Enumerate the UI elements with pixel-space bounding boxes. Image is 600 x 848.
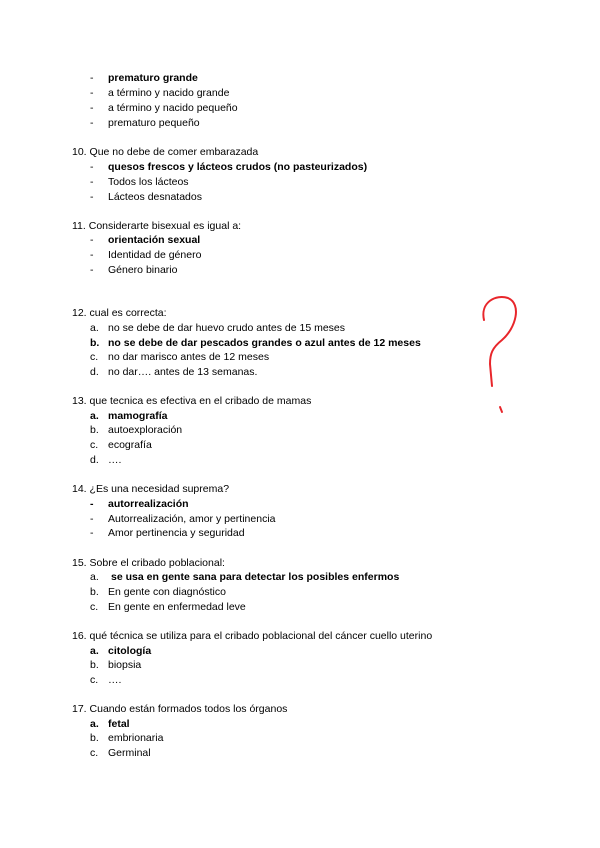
option-marker: b.	[90, 337, 100, 349]
option-text-correct: quesos frescos y lácteos crudos (no pasteurizados)	[108, 161, 368, 173]
option-marker: -	[90, 264, 94, 276]
question-number: 10.	[72, 146, 87, 158]
option-marker: b.	[90, 732, 99, 744]
option-text-correct: autorrealización	[108, 498, 189, 510]
option-text: a término y nacido grande	[108, 87, 230, 99]
question-text: cual es correcta:	[89, 307, 167, 319]
option-marker: -	[90, 513, 94, 525]
option-text: embrionaria	[108, 732, 164, 744]
option-text-correct: se usa en gente sana para detectar los posibles enfermos	[111, 571, 400, 583]
option-text: ….	[108, 674, 122, 686]
option-marker: a.	[90, 645, 99, 657]
question-number: 17.	[72, 703, 87, 715]
option-marker: -	[90, 527, 94, 539]
question-text: qué técnica se utiliza para el cribado poblacional del cáncer cuello uterino	[89, 630, 433, 642]
question-number: 14.	[72, 483, 87, 495]
option-marker: b.	[90, 586, 99, 598]
option-text: Germinal	[108, 747, 151, 759]
option-marker: -	[90, 498, 94, 510]
option-marker: -	[90, 72, 94, 84]
option-marker: -	[90, 102, 94, 114]
option-marker: c.	[90, 439, 99, 451]
option-text-correct: prematuro grande	[108, 72, 198, 84]
question-text: Considerarte bisexual es igual a:	[88, 220, 242, 232]
question-heading	[72, 629, 432, 643]
question-heading	[72, 145, 258, 159]
option-text-correct: fetal	[108, 718, 130, 730]
option-text: Género binario	[108, 264, 178, 276]
option-text: no dar…. antes de 13 semanas.	[108, 366, 258, 378]
option-marker: a.	[90, 410, 99, 422]
question-mark-scribble-icon	[470, 290, 530, 420]
option-text: En gente en enfermedad leve	[108, 601, 246, 613]
question-heading	[72, 556, 225, 570]
option-text: no dar marisco antes de 12 meses	[108, 351, 270, 363]
option-marker: b.	[90, 659, 99, 671]
option-marker: -	[90, 176, 94, 188]
option-marker: c.	[90, 351, 99, 363]
option-text: prematuro pequeño	[108, 117, 200, 129]
question-text: Cuando están formados todos los órganos	[89, 703, 288, 715]
option-marker: d.	[90, 366, 99, 378]
question-heading	[72, 702, 287, 716]
option-text: ….	[108, 454, 122, 466]
option-marker: -	[90, 249, 94, 261]
question-heading	[72, 306, 167, 320]
option-marker: -	[90, 161, 94, 173]
question-heading	[72, 482, 229, 496]
option-text: Lácteos desnatados	[108, 191, 202, 203]
option-marker: a.	[90, 571, 99, 583]
option-text: no se debe de dar huevo crudo antes de 15 meses	[108, 322, 345, 334]
option-marker: b.	[90, 424, 99, 436]
option-text: ecografía	[108, 439, 152, 451]
question-number: 15.	[72, 557, 87, 569]
option-text: Identidad de género	[108, 249, 202, 261]
question-number: 12.	[72, 307, 87, 319]
option-text-correct: no se debe de dar pescados grandes o azul antes de 12 meses	[108, 337, 421, 349]
option-marker: -	[90, 191, 94, 203]
question-text: que tecnica es efectiva en el cribado de mamas	[89, 395, 312, 407]
option-text: Autorrealización, amor y pertinencia	[108, 513, 276, 525]
option-marker: c.	[90, 674, 99, 686]
option-marker: c.	[90, 601, 99, 613]
option-marker: -	[90, 117, 94, 129]
question-text: ¿Es una necesidad suprema?	[89, 483, 230, 495]
option-text-correct: mamografía	[108, 410, 168, 422]
question-number: 16.	[72, 630, 87, 642]
option-text: autoexploración	[108, 424, 183, 436]
option-text: a término y nacido pequeño	[108, 102, 238, 114]
question-heading	[72, 394, 311, 408]
question-text: Sobre el cribado poblacional:	[89, 557, 225, 569]
question-number: 13.	[72, 395, 87, 407]
option-text: Todos los lácteos	[108, 176, 189, 188]
option-marker: a.	[90, 718, 99, 730]
question-number: 11.	[72, 220, 86, 232]
option-marker: a.	[90, 322, 99, 334]
question-heading	[72, 219, 241, 233]
option-text: Amor pertinencia y seguridad	[108, 527, 245, 539]
option-marker: c.	[90, 747, 99, 759]
option-marker: -	[90, 87, 94, 99]
option-text-correct: orientación sexual	[108, 234, 201, 246]
question-text: Que no debe de comer embarazada	[89, 146, 259, 158]
option-text: En gente con diagnóstico	[108, 586, 226, 598]
option-marker: -	[90, 234, 94, 246]
option-marker: d.	[90, 454, 99, 466]
option-text: biopsia	[108, 659, 142, 671]
option-text-correct: citología	[108, 645, 152, 657]
